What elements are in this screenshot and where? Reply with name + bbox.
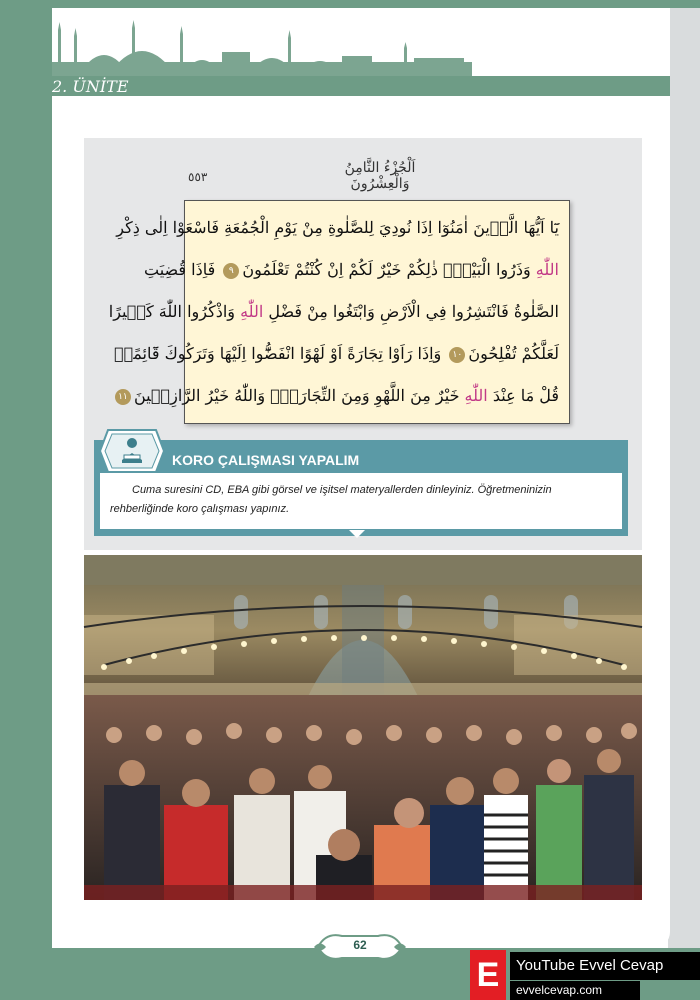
verse-text: وَاذْكُرُوا اللّٰهَ كَثٖيرًا: [108, 302, 241, 321]
mosque-congregation-photo: [84, 555, 642, 900]
highlighted-word: اللّٰهِ: [464, 386, 488, 405]
unit-header-bar: [52, 76, 670, 96]
top-margin-band: [0, 0, 700, 8]
ayah-marker: ٩: [223, 263, 239, 279]
verse-line: [144, 249, 559, 291]
verse-line: [108, 291, 559, 333]
verse-line: [118, 375, 559, 417]
right-margin-band: [668, 0, 700, 1000]
verse-text: وَذَرُوا الْبَيْعَۜ ذٰلِكُمْ خَيْرٌ لَكُمْ اِنْ كُنْتُمْ تَعْلَمُونَ: [242, 260, 536, 279]
highlighted-word: اللّٰهِ: [535, 260, 559, 279]
ayah-marker: ١٠: [449, 347, 465, 363]
reading-person-icon: [98, 426, 166, 476]
verse-text: فَاِذَا قُضِيَتِ: [144, 260, 221, 279]
juz-heading: اَلْجُزْءُ الثَّامِنُ وَالْعِشْرُونَ: [344, 160, 416, 192]
verse-line: [116, 207, 559, 249]
watermark-title: YouTube Evvel Cevap: [510, 952, 700, 980]
verse-text: خَيْرٌ مِنَ اللَّهْوِ وَمِنَ التِّجَارَةِۜ وَاللّٰهُ خَيْرُ الرَّازِقٖينَ: [133, 386, 465, 405]
verse-text: الصَّلٰوةُ فَانْتَشِرُوا فِي الْاَرْضِ وَابْتَغُوا مِنْ فَضْلِ: [263, 302, 559, 321]
unit-label: 2. ÜNİTE: [52, 77, 129, 96]
verse-text: قُلْ مَا عِنْدَ: [487, 386, 559, 405]
watermark-url[interactable]: evvelcevap.com: [510, 981, 640, 1000]
watermark-logo: E: [470, 950, 506, 1000]
highlighted-word: اللّٰهِ: [240, 302, 264, 321]
verse-text: وَاِذَا رَاَوْا تِجَارَةً اَوْ لَهْوًا انْفَضُّٓوا اِلَيْهَا وَتَرَكُوكَ قَٓائِمًاۜ: [114, 344, 447, 363]
verse-text: لَعَلَّكُمْ تُفْلِحُونَ: [468, 344, 559, 363]
activity-pointer: [349, 530, 365, 538]
verse-line: [114, 333, 559, 375]
mushaf-page-number: ٥٥٣: [188, 170, 208, 184]
verse-text: يَٓا اَيُّهَا الَّذٖينَ اٰمَنُوٓا اِذَا نُودِيَ لِلصَّلٰوةِ مِنْ يَوْمِ الْجُمُعَةِ فَاسْعَوْا اِلٰى ذِكْرِ: [116, 218, 559, 237]
activity-title: KORO ÇALIŞMASI YAPALIM: [172, 452, 360, 468]
istanbul-skyline-icon: [52, 22, 472, 78]
left-margin-band: [0, 0, 52, 1000]
activity-box: [94, 440, 628, 536]
activity-instructions: Cuma suresini CD, EBA gibi görsel ve işitsel materyallerden dinleyiniz. Öğretmeninizin rehberliğinde koro çalışması yapınız.: [100, 473, 622, 529]
page-number: 62: [353, 938, 367, 952]
ayah-marker: ١١: [115, 389, 131, 405]
quran-verse-box: [108, 200, 570, 424]
